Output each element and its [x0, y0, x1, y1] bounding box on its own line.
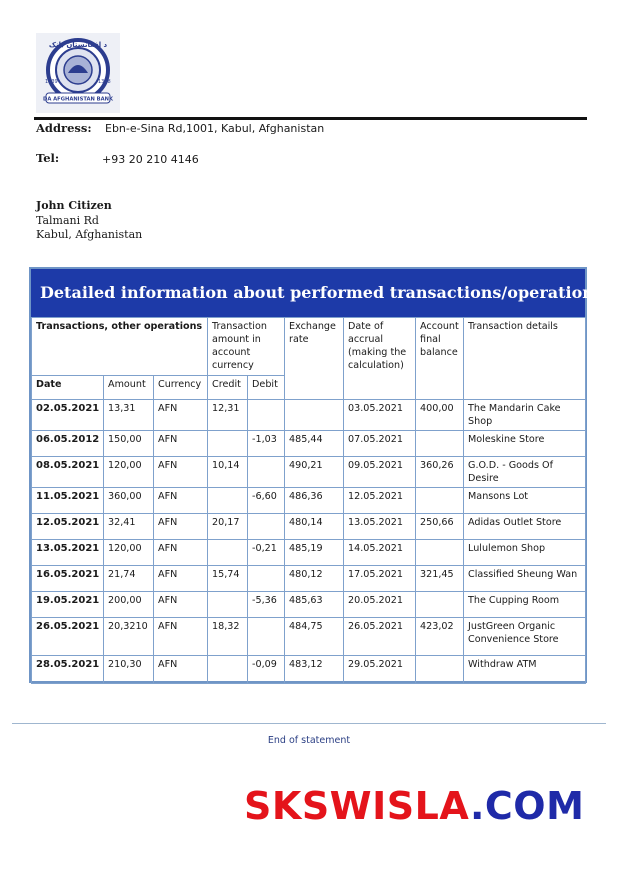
header-details: Transaction details	[464, 318, 586, 400]
header-transactions: Transactions, other operations	[32, 318, 208, 376]
row-details: Withdraw ATM	[464, 656, 586, 684]
row-accrual: 17.05.2021	[344, 566, 416, 592]
row-date: 28.05.2021	[32, 656, 104, 684]
row-details: The Mandarin Cake Shop	[464, 400, 586, 431]
row-currency: AFN	[154, 592, 208, 618]
logo-year-right: 1318	[98, 79, 111, 85]
row-accrual: 09.05.2021	[344, 457, 416, 488]
row-rate: 480,12	[285, 566, 344, 592]
table-row	[32, 540, 586, 566]
table-row	[32, 656, 586, 684]
header-divider	[34, 117, 587, 120]
row-date: 02.05.2021	[32, 400, 104, 431]
header-amount-currency: Transaction amount in account currency	[208, 318, 285, 376]
row-date: 26.05.2021	[32, 618, 104, 656]
row-amount: 200,00	[104, 592, 154, 618]
row-amount: 210,30	[104, 656, 154, 684]
customer-street: Talmani Rd	[36, 213, 99, 227]
row-amount: 150,00	[104, 431, 154, 457]
row-credit: 18,32	[208, 618, 248, 656]
row-rate	[285, 400, 344, 431]
row-credit	[208, 592, 248, 618]
table-row	[32, 514, 586, 540]
row-accrual: 13.05.2021	[344, 514, 416, 540]
bank-logo	[36, 33, 120, 113]
row-accrual: 29.05.2021	[344, 656, 416, 684]
row-credit	[208, 431, 248, 457]
row-currency: AFN	[154, 488, 208, 514]
tel-label: Tel:	[36, 151, 60, 165]
row-accrual: 14.05.2021	[344, 540, 416, 566]
row-balance: 400,00	[416, 400, 464, 431]
row-debit	[248, 400, 285, 431]
row-amount: 13,31	[104, 400, 154, 431]
row-balance	[416, 488, 464, 514]
watermark-blue-text: .COM	[469, 784, 585, 828]
address-label: Address:	[36, 121, 92, 135]
row-accrual: 20.05.2021	[344, 592, 416, 618]
footer-divider	[12, 723, 606, 724]
table-title: Detailed information about performed transactions/operations	[31, 269, 585, 317]
row-debit: -6,60	[248, 488, 285, 514]
row-debit	[248, 457, 285, 488]
row-rate: 486,36	[285, 488, 344, 514]
row-details: The Cupping Room	[464, 592, 586, 618]
subheader-debit: Debit	[248, 376, 285, 400]
row-details: Lululemon Shop	[464, 540, 586, 566]
row-rate: 484,75	[285, 618, 344, 656]
row-credit	[208, 540, 248, 566]
logo-top-text: د افغانستان بانک	[48, 41, 108, 49]
row-accrual: 07.05.2021	[344, 431, 416, 457]
row-debit: -1,03	[248, 431, 285, 457]
row-rate: 490,21	[285, 457, 344, 488]
tel-value: +93 20 210 4146	[102, 153, 199, 166]
row-rate: 483,12	[285, 656, 344, 684]
row-balance	[416, 656, 464, 684]
transactions-panel	[29, 267, 603, 683]
row-date: 12.05.2021	[32, 514, 104, 540]
row-credit: 10,14	[208, 457, 248, 488]
end-of-statement: End of statement	[267, 735, 351, 746]
address-value: Ebn-e-Sina Rd,1001, Kabul, Afghanistan	[105, 122, 325, 135]
row-details: Mansons Lot	[464, 488, 586, 514]
watermark-red-text: SKSWISLA	[244, 784, 470, 828]
row-accrual: 26.05.2021	[344, 618, 416, 656]
row-debit	[248, 566, 285, 592]
row-credit	[208, 656, 248, 684]
row-rate: 480,14	[285, 514, 344, 540]
row-rate: 485,63	[285, 592, 344, 618]
row-currency: AFN	[154, 457, 208, 488]
row-details: Adidas Outlet Store	[464, 514, 586, 540]
row-currency: AFN	[154, 431, 208, 457]
row-currency: AFN	[154, 514, 208, 540]
table-row	[32, 566, 586, 592]
header-final-balance: Account final balance	[416, 318, 464, 400]
row-debit: -0,09	[248, 656, 285, 684]
row-balance	[416, 540, 464, 566]
subheader-date: Date	[32, 376, 104, 400]
row-amount: 20,3210	[104, 618, 154, 656]
table-row	[32, 618, 586, 656]
row-date: 08.05.2021	[32, 457, 104, 488]
watermark	[244, 784, 584, 828]
subheader-amount: Amount	[104, 376, 154, 400]
row-details: G.O.D. - Goods Of Desire	[464, 457, 586, 488]
header-exchange-rate: Exchange rate	[285, 318, 344, 400]
table-row	[32, 488, 586, 514]
customer-name: John Citizen	[36, 199, 112, 212]
logo-bottom-text: DA AFGHANISTAN BANK	[43, 96, 113, 103]
row-credit: 15,74	[208, 566, 248, 592]
row-date: 06.05.2012	[32, 431, 104, 457]
row-debit	[248, 618, 285, 656]
row-balance	[416, 431, 464, 457]
subheader-credit: Credit	[208, 376, 248, 400]
row-currency: AFN	[154, 400, 208, 431]
row-currency: AFN	[154, 618, 208, 656]
row-balance: 360,26	[416, 457, 464, 488]
row-credit: 20,17	[208, 514, 248, 540]
row-amount: 32,41	[104, 514, 154, 540]
row-date: 19.05.2021	[32, 592, 104, 618]
row-details: Moleskine Store	[464, 431, 586, 457]
customer-city: Kabul, Afghanistan	[36, 228, 143, 241]
row-amount: 120,00	[104, 457, 154, 488]
row-balance	[416, 592, 464, 618]
row-debit: -0,21	[248, 540, 285, 566]
row-date: 16.05.2021	[32, 566, 104, 592]
row-credit	[208, 488, 248, 514]
row-debit	[248, 514, 285, 540]
row-currency: AFN	[154, 566, 208, 592]
row-date: 13.05.2021	[32, 540, 104, 566]
row-rate: 485,19	[285, 540, 344, 566]
row-currency: AFN	[154, 540, 208, 566]
row-amount: 21,74	[104, 566, 154, 592]
table-row	[32, 457, 586, 488]
row-currency: AFN	[154, 656, 208, 684]
subheader-currency: Currency	[154, 376, 208, 400]
row-balance: 423,02	[416, 618, 464, 656]
row-rate: 485,44	[285, 431, 344, 457]
row-details: JustGreen Organic Convenience Store	[464, 618, 586, 656]
transactions-table	[31, 317, 586, 684]
row-balance: 321,45	[416, 566, 464, 592]
row-debit: -5,36	[248, 592, 285, 618]
table-row	[32, 400, 586, 431]
table-row	[32, 431, 586, 457]
customer-block	[36, 199, 142, 243]
bank-seal-icon	[36, 33, 120, 113]
logo-year-left: 1939	[45, 79, 58, 85]
row-amount: 360,00	[104, 488, 154, 514]
row-accrual: 12.05.2021	[344, 488, 416, 514]
table-row	[32, 592, 586, 618]
header-accrual-date: Date of accrual (making the calculation)	[344, 318, 416, 400]
row-accrual: 03.05.2021	[344, 400, 416, 431]
row-details: Classified Sheung Wan	[464, 566, 586, 592]
row-date: 11.05.2021	[32, 488, 104, 514]
row-credit: 12,31	[208, 400, 248, 431]
row-amount: 120,00	[104, 540, 154, 566]
row-balance: 250,66	[416, 514, 464, 540]
